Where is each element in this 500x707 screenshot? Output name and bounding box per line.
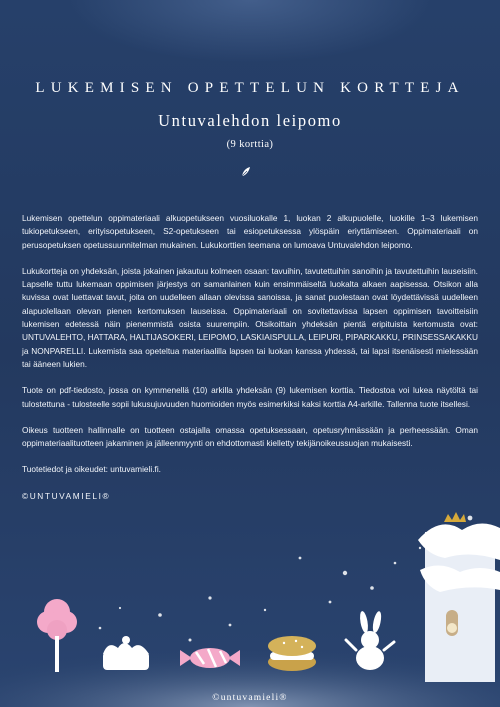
- description-text: [22, 212, 478, 516]
- feather-icon: [240, 166, 252, 178]
- paragraph-intro: Lukemisen opettelun oppimateriaali alkuopetukseen vuosiluokalle 1, luokan 2 alkupuolelle, luokille 1–3 lukemisen tukiopetukseen, erityisopetukseen, S2-opetukseen tai esiopetuksessa ylöspäin eriyttämiseen. Oppimateriaali on perusopetuksen opetussuunnitelman mukainen. Lukukorttien teemana on lumoava Untuvalehdon leipomo.: [22, 213, 478, 250]
- paragraph-rights: Oikeus tuotteen hallinnalle on tuotteen ostajalla omassa opetuksessaan, opetusryhmässään ja perheessään. Oman oppimateriaalituotteen jakaminen ja jälleenmyynti on ehdottomasti kielletty tekijänoikeussuojan mukaisesti.: [22, 424, 478, 449]
- paragraph-structure: Lukukortteja on yhdeksän, joista jokainen jakautuu kolmeen osaan: tavuihin, tavutettuihin sanoihin ja tavutettuihin lauseisiin. Lapselle tuttu lukemaan oppimisen järjestys on samanlainen kuin ensimmäiseltä luokalta alkaen aapisessa. Otsikon alla kuvissa ovat luettavat tavut, joita on uudelleen allaan olevissa sanoissa, ja sanat puolestaan ovat löydettävissä uudelleen alapuolellaan olevan pienen kertomuksen lauseissa. Oppimateriaali on sovitettavissa lapsen oppimisen tavoitteisiin lukemisen edetessä näin pienemmistä osista suurempiin. Otsikoittain yhdeksän pientä eripituista kertomusta ovat: UNTUVALEHTO, HATTARA, HALTIJASOKERI, LEIPOMO, LASKIAISPULLA, LEIPURI, PIPARKAKKU, PRINSESSAKAKKU ja NONPARELLI. Lukemista saa opeteltua materiaalilla lapsen tai luokan kanssa yhdessä, tai lapsi itsenäisesti mielessään tai ääneen lukien.: [22, 265, 478, 369]
- document-title: LUKEMISEN OPETTELUN KORTTEJA: [35, 80, 465, 96]
- cream-bun-icon: [268, 636, 316, 671]
- bakery-illustration: [0, 500, 500, 707]
- paragraph-info: Tuotetiedot ja oikeudet: untuvamieli.fi.: [22, 464, 161, 475]
- crown-icon: [444, 512, 466, 522]
- brand-line: ©UNTUVAMIELI®: [22, 490, 111, 501]
- snowy-house-icon: [418, 523, 500, 682]
- paragraph-product: Tuote on pdf-tiedosto, jossa on kymmenellä (10) arkilla yhdeksän (9) lukemisen korttia. Tiedostoa voi lukea näytöltä tai tulostettuna - tulosteelle sopii lukusujuvuuden huomioiden myös esimerkiksi kaksi korttia A4-arkille. Tallenna tuote itsellesi.: [22, 385, 478, 409]
- card-count: (9 korttia): [226, 139, 274, 150]
- footer-brand: ©untuvamieli®: [212, 693, 288, 703]
- document-subtitle: Untuvalehdon leipomo: [158, 111, 342, 130]
